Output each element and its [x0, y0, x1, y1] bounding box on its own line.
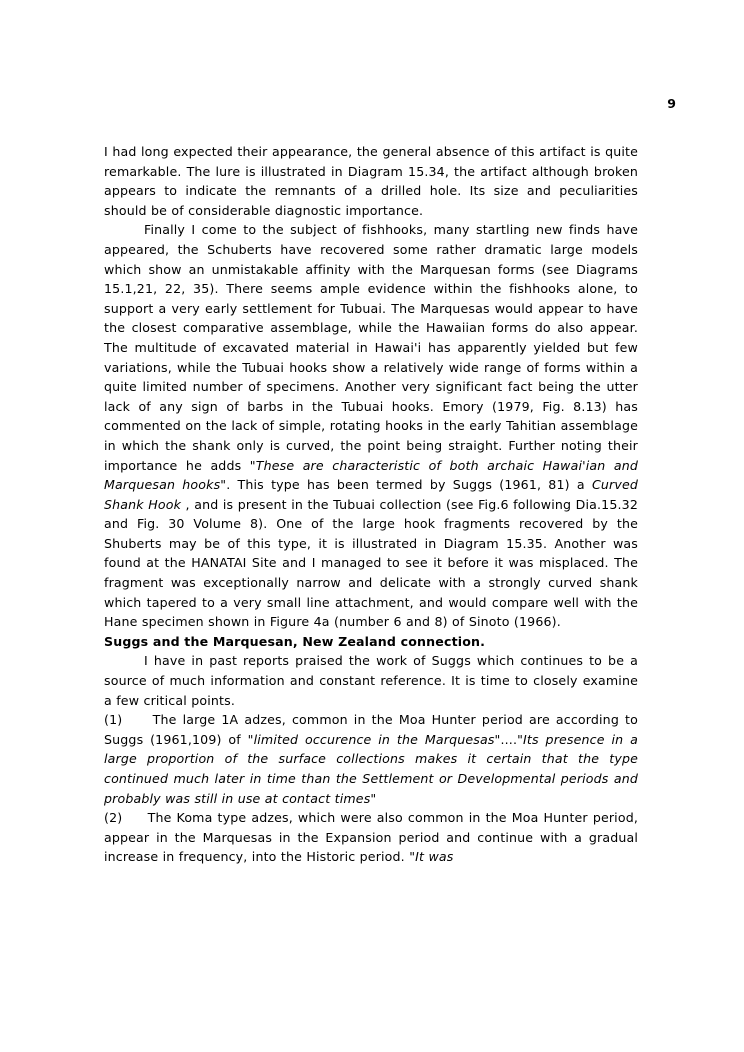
paragraph-3-text: I have in past reports praised the work of Suggs which continues to be a source of much information and constant reference. It is time to closely examine a few critical points. [104, 653, 638, 708]
numbered-item-1-quote-2: Its presence in a large proportion of the surface collections makes it certain that the type continued much later in time than the Settlement or Developmental periods and probably was still in use at contact times [104, 731, 638, 806]
numbered-item-1-quote-1: limited occurence in the Marquesas [253, 731, 495, 747]
paragraph-2-term: Curved Shank Hook [104, 477, 638, 512]
paragraph-2-text-part-2: ". This type has been termed by Suggs (1961, 81) a [220, 477, 592, 493]
numbered-item-2-text-part-1: The Koma type adzes, which were also common in the Moa Hunter period, appear in the Marquesas in the Expansion period and continue with a gradual increase in frequency, into the Historic period. " [104, 810, 638, 865]
numbered-item-2 [104, 808, 638, 867]
numbered-item-2-marker: (2) [104, 810, 123, 826]
paragraph-2-text-part-3: , and is present in the Tubuai collection (see Fig.6 following Dia.15.32 and Fig. 30 Volume 8). One of the large hook fragments recovered by the Shuberts may be of this type, it is illustrated in Diagram 15.35. Another was found at the HANATAI Site and I managed to see it before it was misplaced. The fragment was exceptionally narrow and delicate with a strongly curved shank which tapered to a very small line attachment, and would compare well with the Hane specimen shown in Figure 4a (number 6 and 8) of Sinoto (1966). [104, 496, 638, 630]
paragraph-1-text: I had long expected their appearance, the general absence of this artifact is quite remarkable. The lure is illustrated in Diagram 15.34, the artifact although broken appears to indicate the remnants of a drilled hole. Its size and peculiarities should be of considerable diagnostic importance. [104, 144, 638, 218]
numbered-item-2-quote-1: It was [415, 849, 454, 865]
numbered-item-1-text-part-2: "...." [494, 731, 524, 747]
paragraph-2 [104, 220, 638, 631]
paragraph-1 [104, 142, 638, 220]
paragraph-3 [104, 651, 638, 710]
numbered-item-1-text-part-3: " [370, 790, 377, 806]
numbered-item-1 [104, 710, 638, 808]
section-heading: Suggs and the Marquesan, New Zealand connection. [104, 633, 486, 649]
numbered-item-1-marker: (1) [104, 712, 123, 728]
paragraph-2-text-part-1: Finally I come to the subject of fishhooks, many startling new finds have appeared, the Schuberts have recovered some rather dramatic large models which show an unmistakable affinity with the Marquesan forms (see Diagrams 15.1,21, 22, 35). There seems ample evidence within the fishhooks alone, to support a very early settlement for Tubuai. The Marquesas would appear to have the closest comparative assemblage, while the Hawaiian forms do also appear. The multitude of excavated material in Hawai'i has apparently yielded but few variations, while the Tubuai hooks show a relatively wide range of forms within a quite limited number of specimens. Another very significant fact being the utter lack of any sign of barbs in the Tubuai hooks. Emory (1979, Fig. 8.13) has commented on the lack of simple, rotating hooks in the early Tahitian assemblage in which the shank only is curved, the point being straight. Further noting their importance he adds " [104, 222, 638, 473]
numbered-item-1-text-part-1: The large 1A adzes, common in the Moa Hunter period are according to Suggs (1961,109) of " [104, 712, 638, 747]
page-number: 9 [667, 96, 676, 111]
paragraph-2-quote-1: These are characteristic of both archaic Hawai'ian and Marquesan hooks [104, 457, 638, 493]
page-body [104, 142, 638, 867]
